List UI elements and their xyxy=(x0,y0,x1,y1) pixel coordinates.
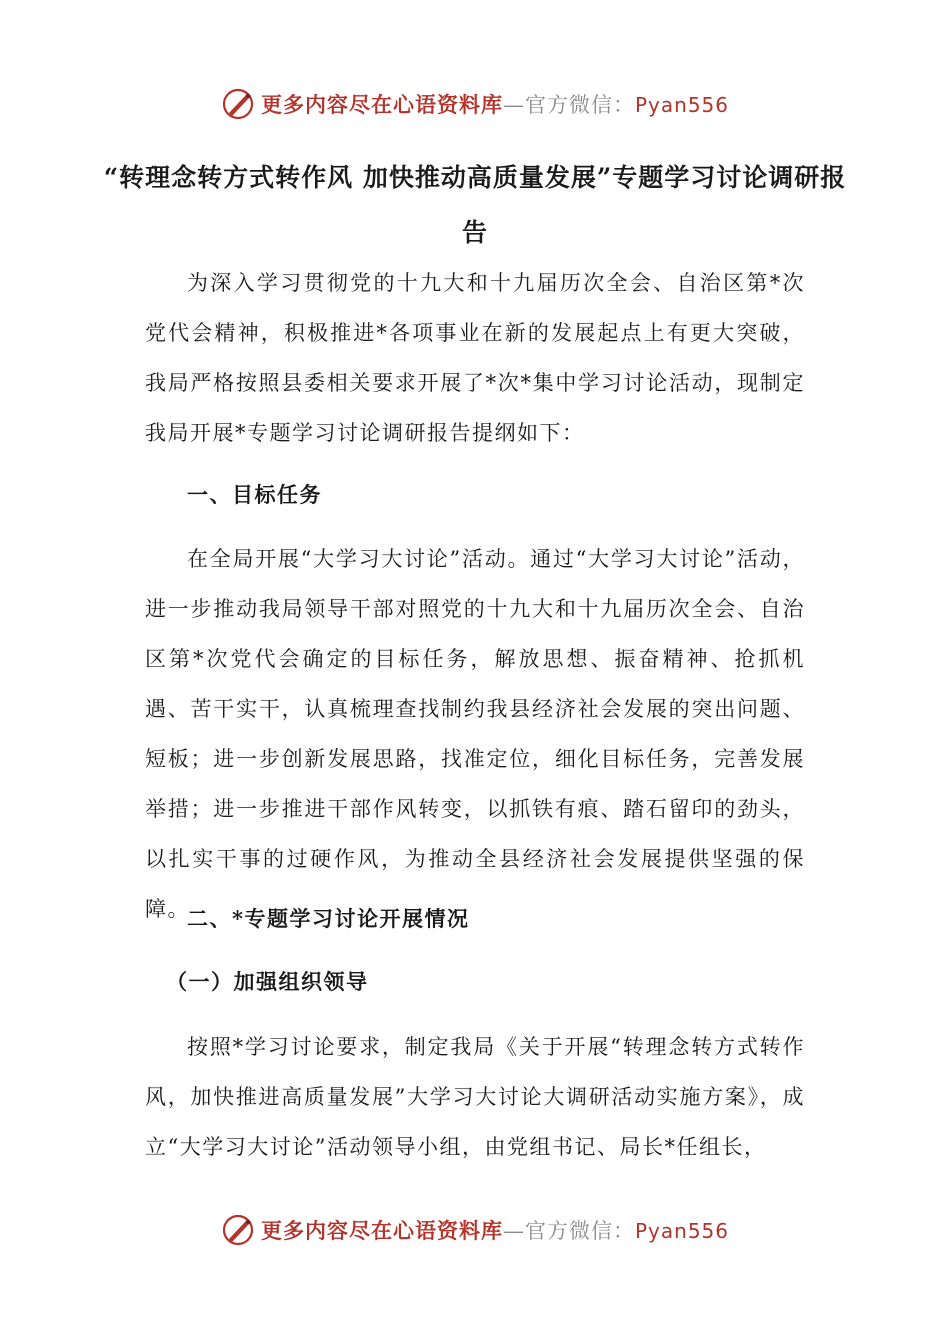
header-watermark xyxy=(0,84,950,124)
footer-watermark xyxy=(0,1210,950,1250)
banner-dash: — xyxy=(502,1219,525,1243)
section2-sub1-paragraph: 按照*学习讨论要求，制定我局《关于开展“转理念转方式转作风，加快推进高质量发展”大学习大讨论大调研活动实施方案》，成立“大学习大讨论”活动领导小组，由党组书记、局长*任组长， xyxy=(145,1035,805,1159)
banner-official-label: 官方微信： xyxy=(524,93,635,117)
pen-logo-icon xyxy=(221,87,255,121)
section2-sub1-heading: （一）加强组织领导 xyxy=(166,969,369,994)
section1-heading: 一、目标任务 xyxy=(187,482,322,507)
banner-text xyxy=(261,1215,729,1245)
banner-wechat-id: Pyan556 xyxy=(634,1219,729,1243)
section2-heading: 二、*专题学习讨论开展情况 xyxy=(187,906,470,931)
pen-logo-icon xyxy=(221,1213,255,1247)
document-title: “转理念转方式转作风 加快推动高质量发展”专题学习讨论调研报告 xyxy=(103,163,847,247)
section1-paragraph: 在全局开展“大学习大讨论”活动。通过“大学习大讨论”活动，进一步推动我局领导干部对照党的十九大和十九届历次全会、自治区第*次党代会确定的目标任务，解放思想、振奋精神、抢抓机遇、苦干实干，认真梳理查找制约我县经济社会发展的突出问题、短板；进一步创新发展思路，找准定位，细化目标任务，完善发展举措；进一步推进干部作风转变，以抓铁有痕、踏石留印的劲头，以扎实干事的过硬作风，为推动全县经济社会发展提供坚强的保障。 xyxy=(145,547,805,921)
banner-main-text: 更多内容尽在心语资料库 xyxy=(260,92,503,117)
banner-official-label: 官方微信： xyxy=(524,1219,635,1243)
banner-text xyxy=(261,89,729,119)
intro-paragraph: 为深入学习贯彻党的十九大和十九届历次全会、自治区第*次党代会精神，积极推进*各项事业在新的发展起点上有更大突破，我局严格按照县委相关要求开展了*次*集中学习讨论活动，现制定我局开展*专题学习讨论调研报告提纲如下： xyxy=(145,271,805,445)
banner-dash: — xyxy=(502,93,525,117)
banner-wechat-id: Pyan556 xyxy=(634,93,729,117)
banner-main-text: 更多内容尽在心语资料库 xyxy=(260,1218,503,1243)
